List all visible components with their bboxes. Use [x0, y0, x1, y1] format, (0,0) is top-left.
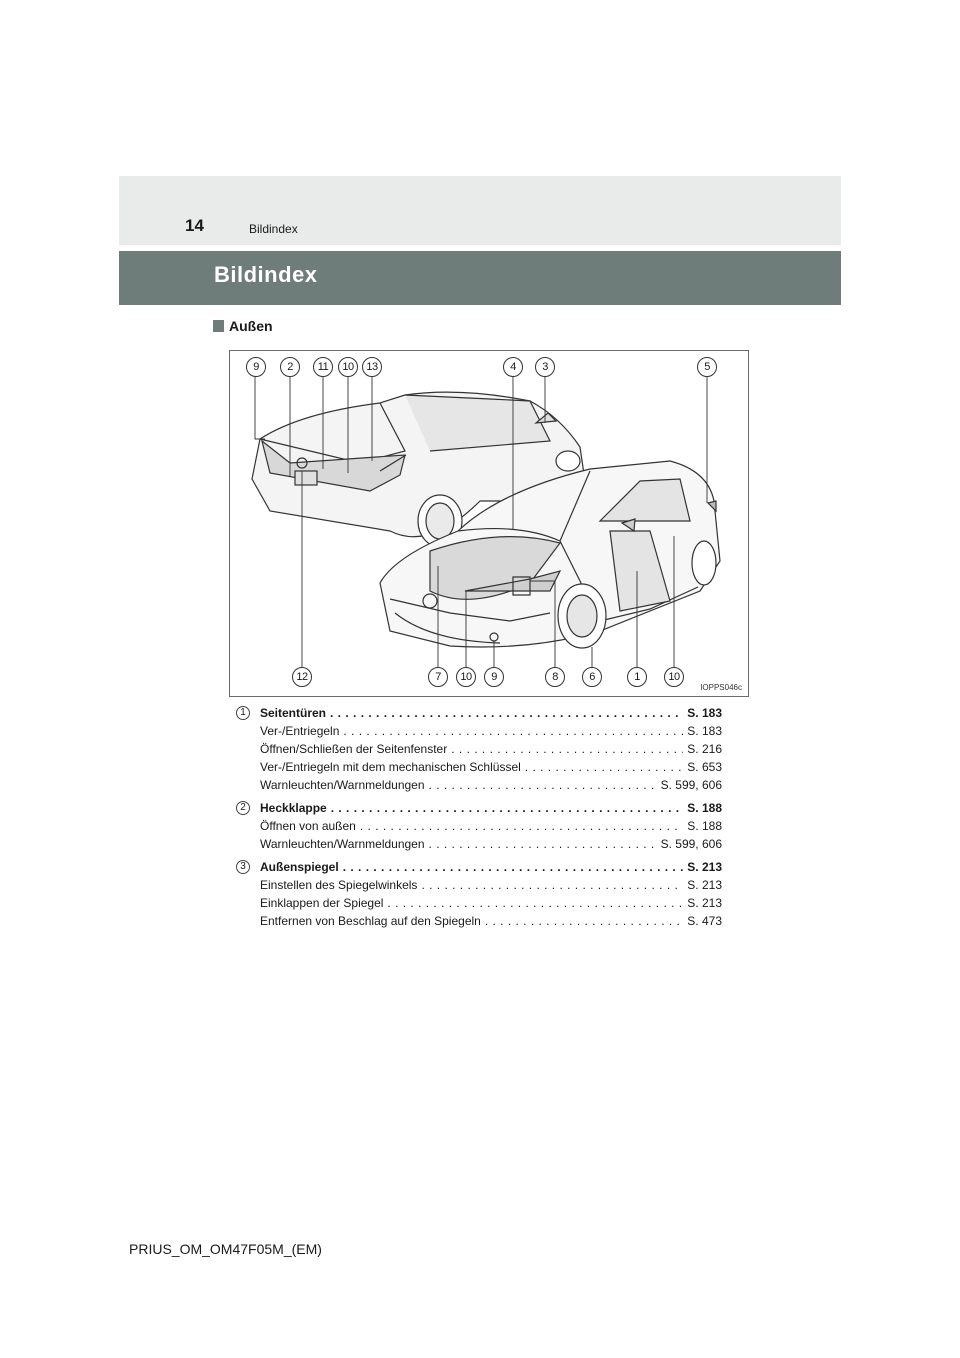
entry-item	[260, 836, 722, 853]
callout-1: 1	[627, 667, 647, 687]
callout-8: 8	[545, 667, 565, 687]
figure-code: IOPPS046c	[700, 683, 742, 692]
entry-title-aussenspiegel	[260, 859, 722, 876]
entry-item-ref: S. 653	[687, 760, 722, 774]
entry-item-label: Entfernen von Beschlag auf den Spiegeln	[260, 914, 481, 928]
entry-item-label: Öffnen/Schließen der Seitenfenster	[260, 742, 448, 756]
vehicle-illustration	[230, 351, 748, 696]
callout-11: 11	[313, 357, 333, 377]
footer-document-code: PRIUS_OM_OM47F05M_(EM)	[129, 1241, 322, 1257]
entry-item-ref: S. 599, 606	[660, 778, 722, 792]
entry-title-seitentueren	[260, 705, 722, 722]
entry-item	[260, 877, 722, 894]
entry-item-label: Einstellen des Spiegelwinkels	[260, 878, 418, 892]
callout-13: 13	[362, 357, 382, 377]
callout-9-top: 9	[246, 357, 266, 377]
callout-12: 12	[292, 667, 312, 687]
entry-page-ref: S. 183	[687, 706, 722, 720]
entry-item	[260, 895, 722, 912]
entry-item-label: Einklappen der Spiegel	[260, 896, 384, 910]
callout-3: 3	[535, 357, 555, 377]
entry-item	[260, 723, 722, 740]
entry-item-ref: S. 216	[687, 742, 722, 756]
entry-number-2: 2	[236, 801, 250, 815]
callout-4: 4	[503, 357, 523, 377]
entry-item	[260, 777, 722, 794]
entry-number-3: 3	[236, 860, 250, 874]
callout-5: 5	[697, 357, 717, 377]
entry-item-label: Warnleuchten/Warnmeldungen	[260, 837, 425, 851]
entry-item	[260, 759, 722, 776]
vehicle-exterior-figure	[229, 350, 749, 697]
entry-item-ref: S. 188	[687, 819, 722, 833]
entry-item-ref: S. 183	[687, 724, 722, 738]
page-number: 14	[185, 216, 204, 235]
callout-9-bottom: 9	[484, 667, 504, 687]
entry-title-label: Seitentüren	[260, 706, 327, 720]
entry-title-label: Heckklappe	[260, 801, 327, 815]
entry-item-ref: S. 473	[687, 914, 722, 928]
subsection-title: Außen	[229, 318, 273, 334]
entry-title-label: Außenspiegel	[260, 860, 339, 874]
entry-number-1: 1	[236, 706, 250, 720]
callout-10-top: 10	[338, 357, 358, 377]
entry-item	[260, 913, 722, 930]
entry-item-label: Öffnen von außen	[260, 819, 356, 833]
entry-item-ref: S. 213	[687, 896, 722, 910]
callout-10-bottom-a: 10	[456, 667, 476, 687]
callout-6: 6	[582, 667, 602, 687]
entry-page-ref: S. 188	[687, 801, 722, 815]
entry-title-heckklappe	[260, 800, 722, 817]
entry-item-label: Ver-/Entriegeln mit dem mechanischen Schlüssel	[260, 760, 521, 774]
entry-item	[260, 741, 722, 758]
callout-2: 2	[280, 357, 300, 377]
section-title: Bildindex	[214, 262, 318, 287]
entry-item	[260, 818, 722, 835]
subsection-marker-icon	[213, 320, 224, 332]
callout-10-bottom-b: 10	[664, 667, 684, 687]
entry-item-ref: S. 599, 606	[660, 837, 722, 851]
entry-item-ref: S. 213	[687, 878, 722, 892]
entry-page-ref: S. 213	[687, 860, 722, 874]
entry-item-label: Warnleuchten/Warnmeldungen	[260, 778, 425, 792]
entry-item-label: Ver-/Entriegeln	[260, 724, 340, 738]
running-title: Bildindex	[249, 222, 298, 236]
callout-7: 7	[428, 667, 448, 687]
header-band	[119, 176, 841, 245]
